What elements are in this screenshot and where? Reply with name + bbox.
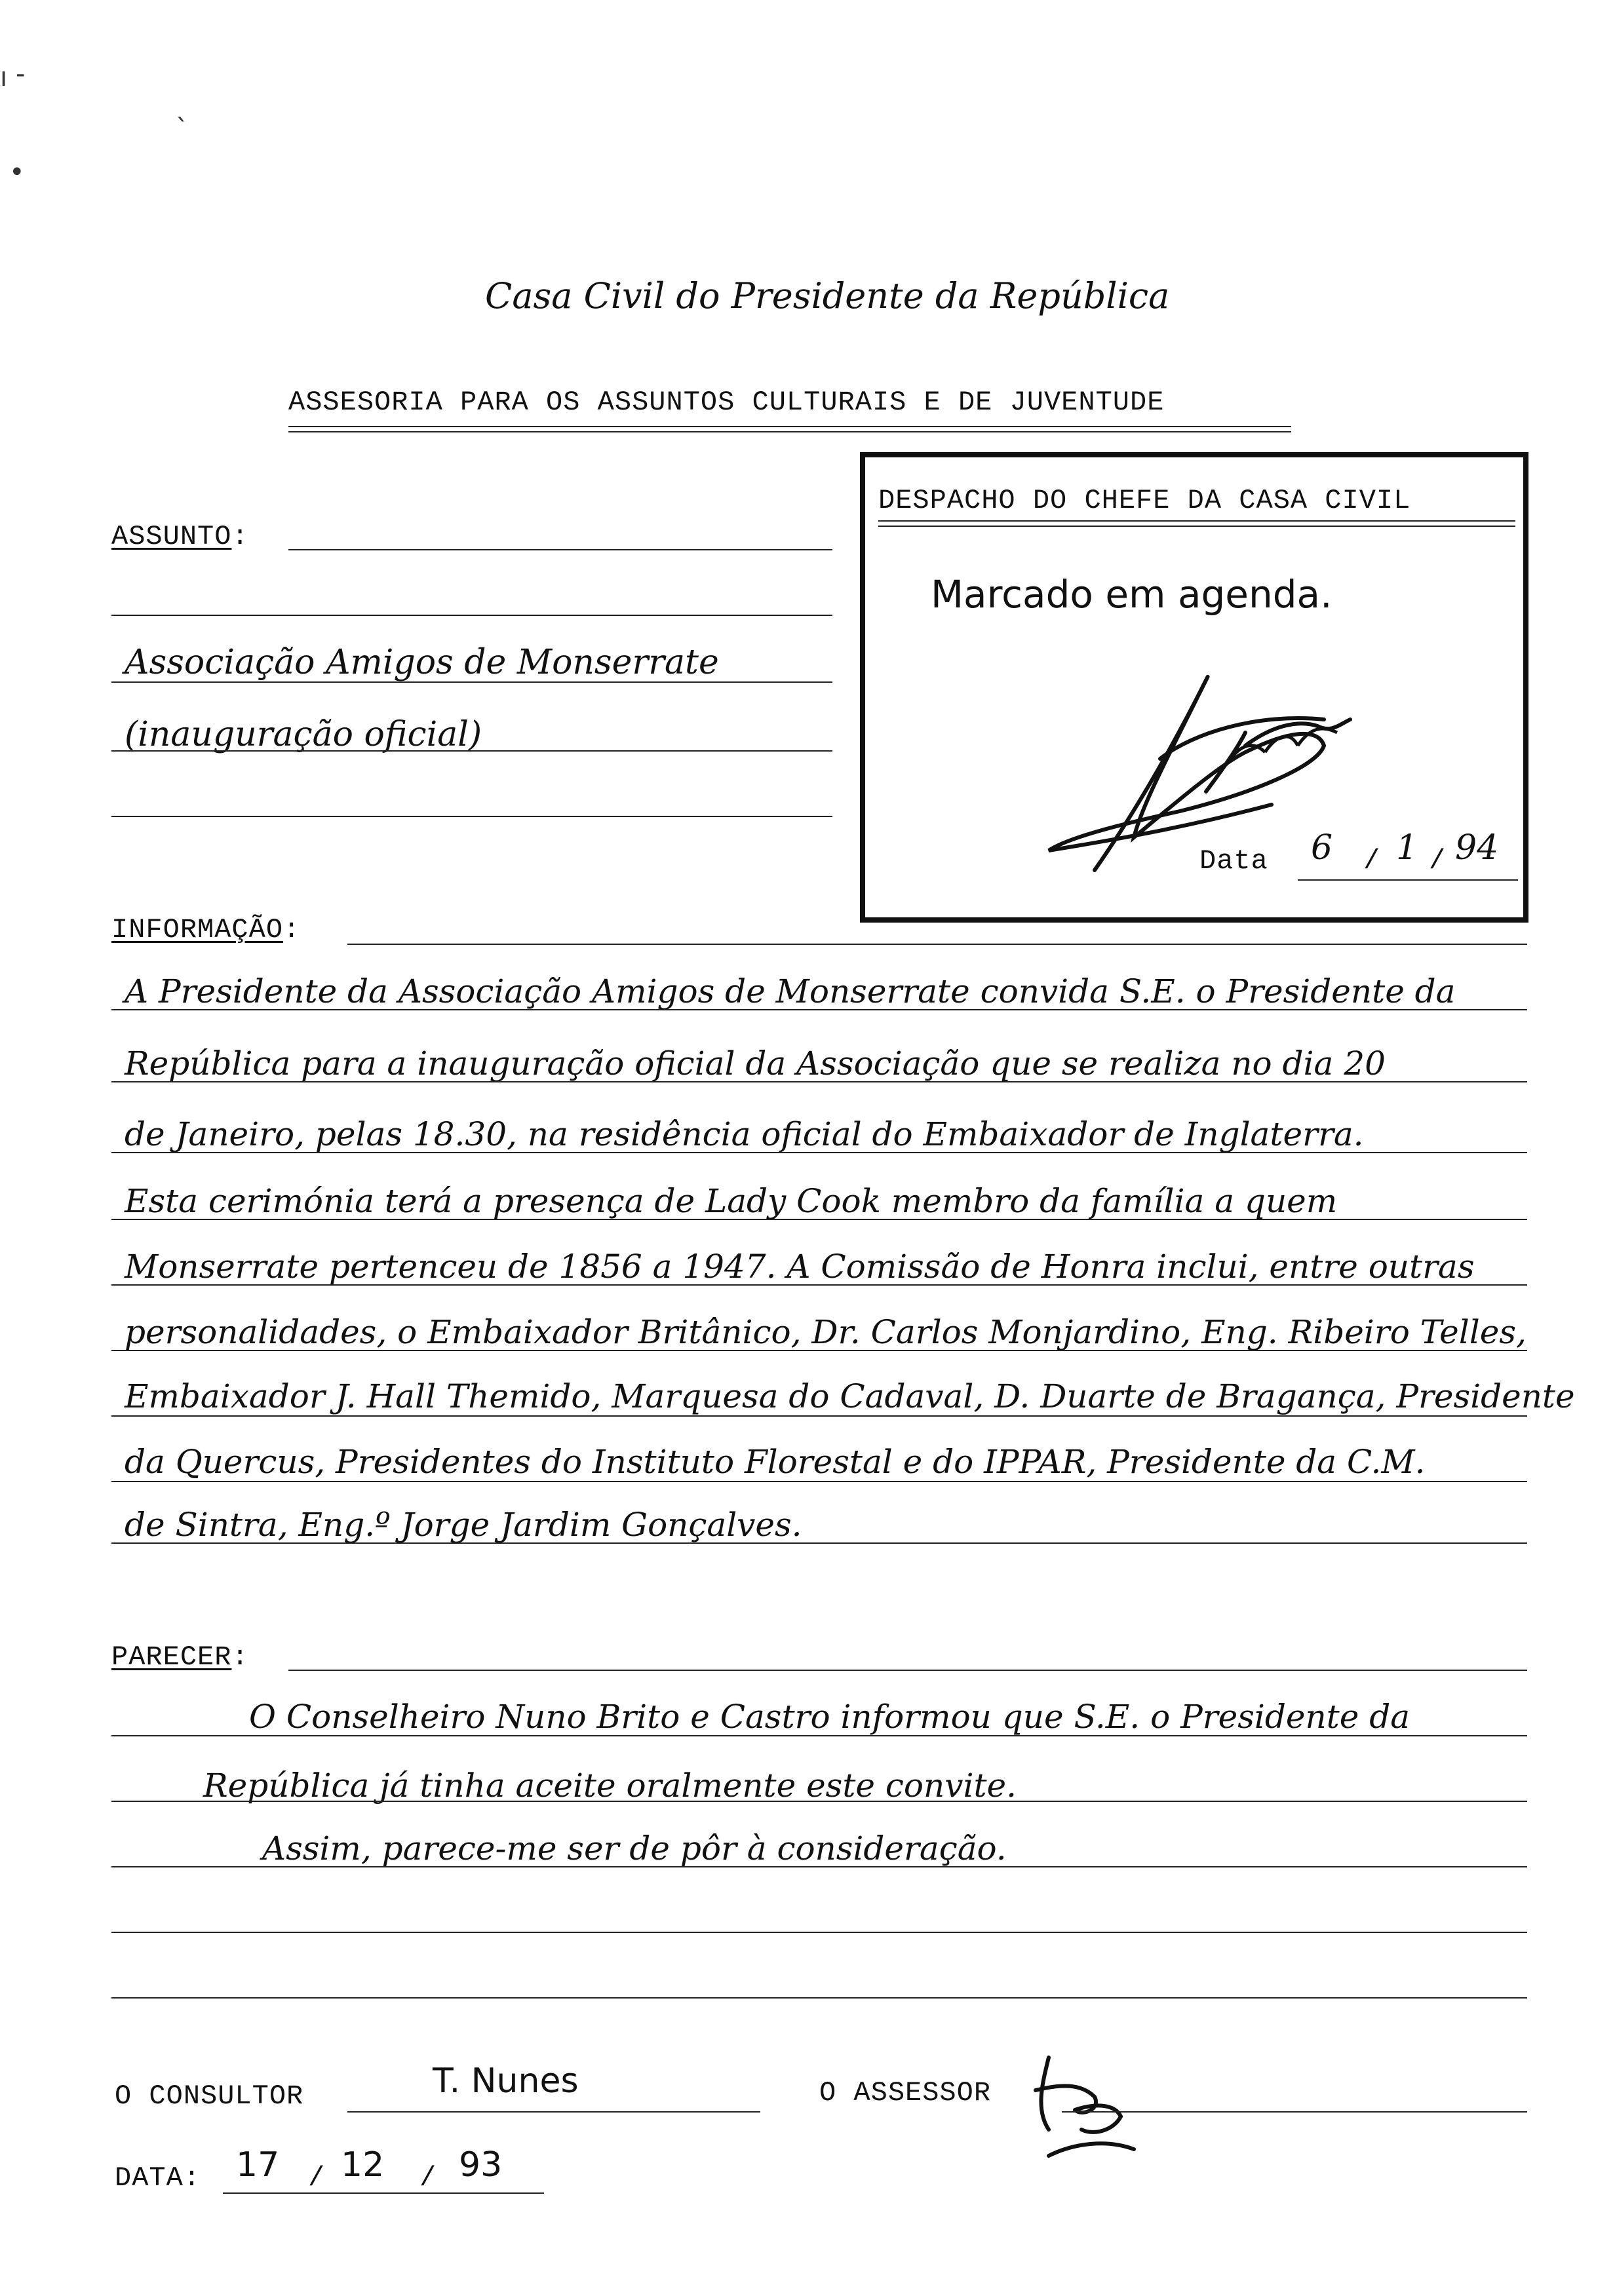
parecer-line-2: República já tinha aceite oralmente este convite.	[203, 1767, 1017, 1805]
informacao-line-1: A Presidente da Associação Amigos de Monserrate convida S.E. o Presidente da	[125, 972, 1456, 1010]
scan-mark: ˎ	[176, 92, 189, 122]
despacho-title: DESPACHO DO CHEFE DA CASA CIVIL	[878, 485, 1411, 516]
assunto-line	[111, 681, 832, 683]
footer-date-year: 93	[459, 2145, 503, 2185]
date-slash: /	[1429, 845, 1447, 877]
informacao-line-2: República para a inauguração oficial da Associação que se realiza no dia 20	[125, 1044, 1386, 1082]
department-heading: ASSESORIA PARA OS ASSUNTOS CULTURAIS E DE JUVENTUDE	[288, 387, 1165, 418]
institution-title: Casa Civil do Presidente da República	[485, 275, 1170, 316]
assunto-line	[288, 549, 832, 550]
assunto-label-text: ASSUNTO	[111, 521, 232, 552]
parecer-label: PARECER:	[111, 1641, 249, 1673]
assessor-signature-text: JB	[1022, 2044, 1024, 2045]
informacao-line-5: Monserrate pertenceu de 1856 a 1947. A Comissão de Honra inclui, entre outras	[125, 1248, 1475, 1286]
informacao-line-7: Embaixador J. Hall Themido, Marquesa do Cadaval, D. Duarte de Bragança, Presidente	[125, 1377, 1575, 1415]
despacho-date-month: 1	[1396, 828, 1418, 868]
assunto-line-1: Associação Amigos de Monserrate	[125, 643, 719, 682]
assunto-line-2: (inauguração oficial)	[125, 715, 482, 754]
informacao-label: INFORMAÇÃO:	[111, 914, 301, 946]
informacao-line-4: Esta cerimónia terá a presença de Lady Cook membro da família a quem	[125, 1182, 1338, 1220]
informacao-line	[347, 944, 1527, 945]
footer-date-day: 17	[236, 2145, 280, 2185]
informacao-line	[111, 1081, 1527, 1082]
informacao-line	[111, 1542, 1527, 1544]
footer-date-label: DATA:	[115, 2162, 201, 2194]
despacho-note: Marcado em agenda.	[931, 572, 1333, 617]
informacao-line	[111, 1415, 1527, 1417]
parecer-line	[111, 1997, 1527, 1999]
parecer-line	[111, 1801, 1527, 1802]
despacho-title-rule	[878, 520, 1515, 527]
informacao-line-3: de Janeiro, pelas 18.30, na residência oficial do Embaixador de Inglaterra.	[125, 1115, 1364, 1153]
parecer-line	[111, 1866, 1527, 1867]
parecer-line	[111, 1932, 1527, 1933]
informacao-line	[111, 1284, 1527, 1286]
date-slash: /	[308, 2162, 326, 2194]
despacho-date-day: 6	[1311, 828, 1333, 868]
scan-mark: -	[16, 59, 26, 89]
despacho-date-year: 94	[1455, 828, 1499, 868]
parecer-label-text: PARECER	[111, 1641, 232, 1673]
parecer-line-1: O Conselheiro Nuno Brito e Castro informou que S.E. o Presidente da	[249, 1698, 1411, 1736]
informacao-line	[111, 1481, 1527, 1482]
scan-mark: •	[9, 157, 25, 187]
parecer-line	[111, 1735, 1527, 1736]
consultor-line	[347, 2111, 760, 2113]
informacao-line-6: personalidades, o Embaixador Britânico, Dr. Carlos Monjardino, Eng. Ribeiro Telles,	[125, 1313, 1527, 1351]
footer-date-line	[223, 2192, 544, 2194]
assunto-label: ASSUNTO:	[111, 521, 249, 552]
despacho-box	[860, 452, 1528, 923]
assunto-line	[111, 615, 832, 616]
assunto-line	[111, 816, 832, 817]
informacao-line	[111, 1350, 1527, 1351]
footer-date-month: 12	[341, 2145, 385, 2185]
date-slash: /	[419, 2162, 437, 2194]
assessor-line	[1062, 2111, 1527, 2113]
parecer-line	[288, 1670, 1527, 1671]
despacho-date-label: Data	[1199, 845, 1268, 877]
despacho-date-rule	[1298, 879, 1518, 881]
informacao-line-8: da Quercus, Presidentes do Instituto Florestal e do IPPAR, Presidente da C.M.	[125, 1443, 1426, 1481]
consultor-label: O CONSULTOR	[115, 2080, 304, 2112]
informacao-line	[111, 1152, 1527, 1153]
heading-double-rule	[288, 426, 1291, 432]
assessor-label: O ASSESSOR	[819, 2077, 992, 2109]
consultor-signature: T. Nunes	[433, 2061, 579, 2101]
informacao-line-9: de Sintra, Eng.º Jorge Jardim Gonçalves.	[125, 1506, 802, 1544]
assessor-signature	[1022, 2044, 1154, 2162]
informacao-line	[111, 1009, 1527, 1010]
scan-mark: ı	[0, 62, 8, 92]
assunto-line	[111, 750, 832, 752]
informacao-label-text: INFORMAÇÃO	[111, 914, 284, 946]
parecer-line-3: Assim, parece-me ser de pôr à consideração.	[262, 1829, 1007, 1867]
informacao-line	[111, 1219, 1527, 1220]
date-slash: /	[1363, 845, 1381, 877]
